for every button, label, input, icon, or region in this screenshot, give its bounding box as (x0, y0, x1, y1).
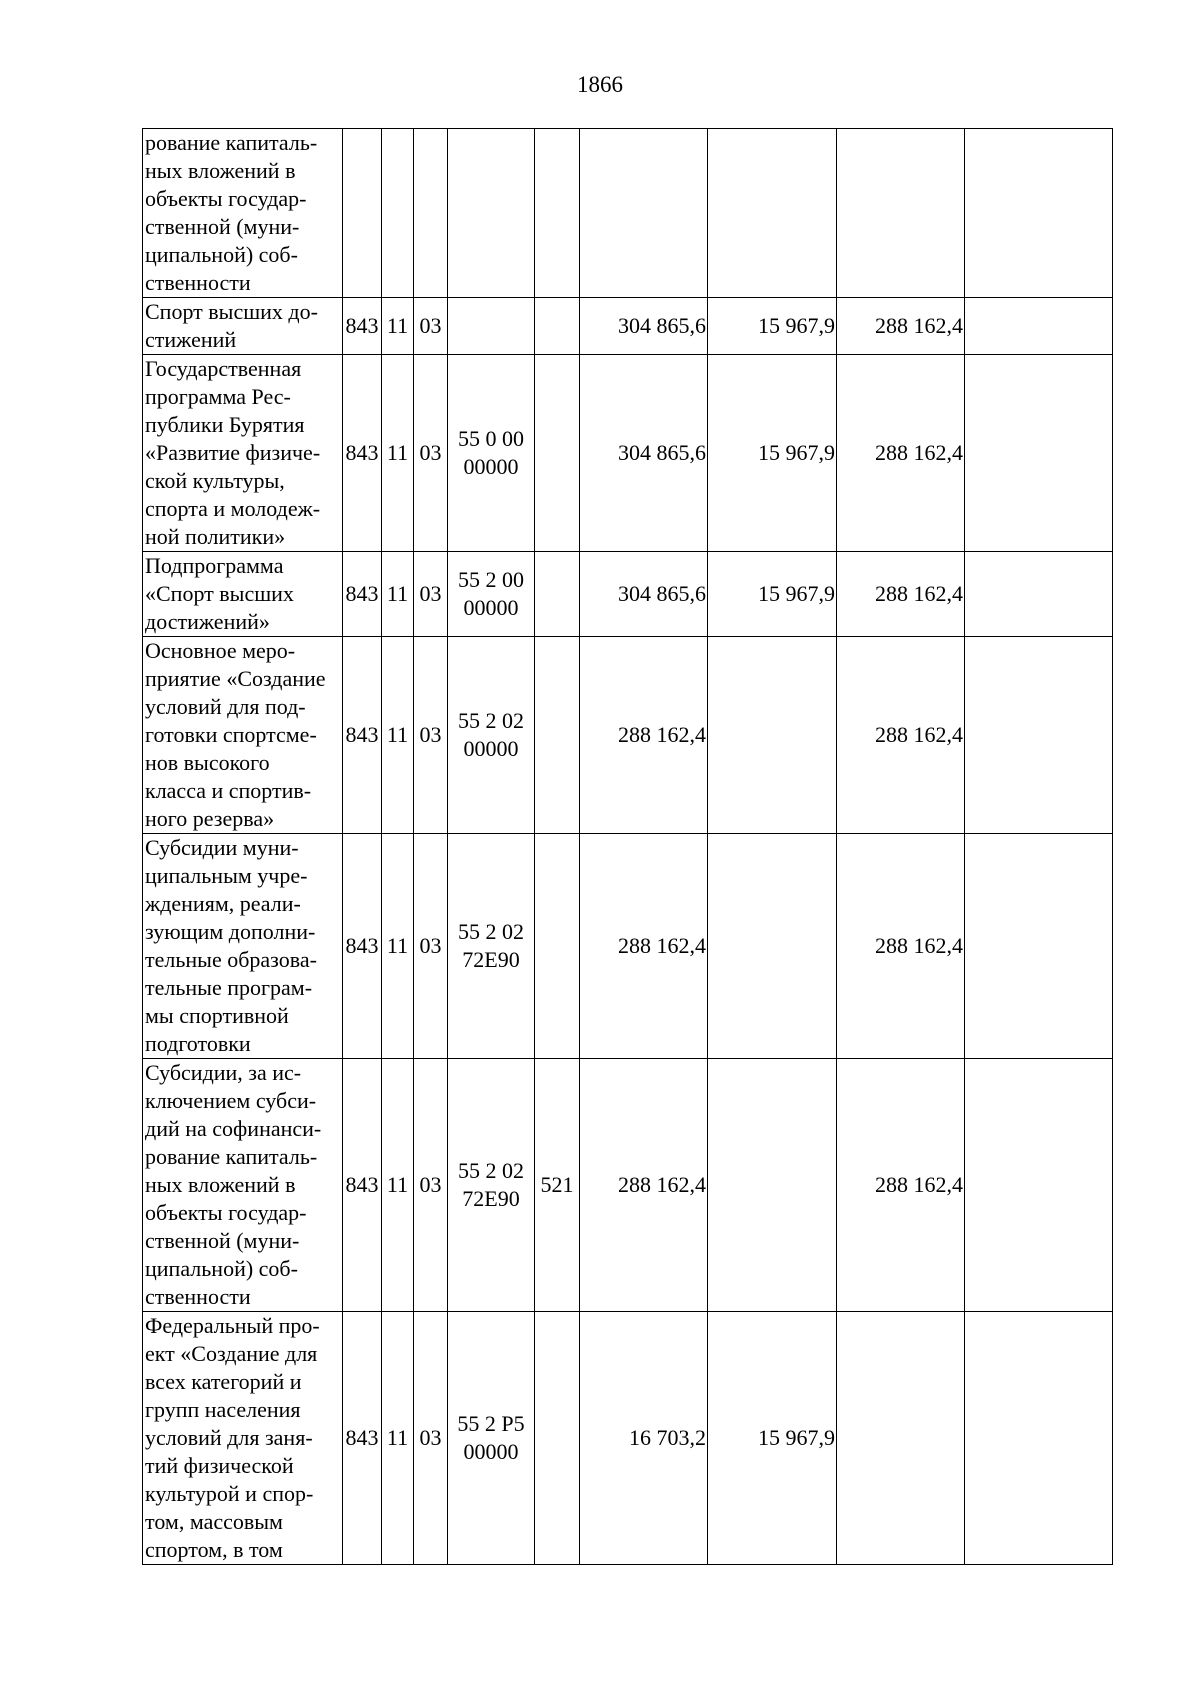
name-line: условий для заня- (145, 1425, 313, 1450)
cell-rz (382, 129, 414, 298)
cell-amount-2: 15 967,9 (708, 1312, 837, 1565)
name-line: ципальной) соб- (145, 242, 298, 267)
cell-amount-3: 288 162,4 (837, 834, 965, 1059)
cell-amount-3 (837, 1312, 965, 1565)
csr-line: 55 0 00 (458, 426, 524, 451)
cell-name (143, 129, 343, 298)
name-line: зующим дополни- (145, 919, 316, 944)
cell-pr (414, 129, 448, 298)
cell-amount-2 (708, 637, 837, 834)
name-line: ципальным учре- (145, 863, 308, 888)
cell-name (143, 834, 343, 1059)
cell-total: 304 865,6 (580, 552, 708, 637)
cell-gr: 843 (343, 1059, 382, 1312)
cell-name (143, 637, 343, 834)
cell-vr (535, 552, 580, 637)
name-line: ской культуры, (145, 468, 285, 493)
cell-gr: 843 (343, 834, 382, 1059)
name-line: дий на софинанси- (145, 1116, 322, 1141)
name-line: ного резерва» (145, 806, 275, 831)
name-line: готовки спортсме- (145, 722, 317, 747)
cell-csr (448, 129, 535, 298)
cell-vr (535, 637, 580, 834)
csr-line: 55 2 Р5 (457, 1411, 525, 1436)
cell-gr (343, 129, 382, 298)
cell-rz: 11 (382, 834, 414, 1059)
name-line: групп населения (145, 1397, 301, 1422)
cell-amount-3: 288 162,4 (837, 298, 965, 355)
name-line: «Развитие физиче- (145, 440, 321, 465)
cell-amount-3: 288 162,4 (837, 1059, 965, 1312)
name-line: Спорт высших до- (145, 299, 318, 324)
name-line: публики Бурятия (145, 412, 305, 437)
cell-pr: 03 (414, 552, 448, 637)
name-line: тельные образова- (145, 947, 317, 972)
name-line: ственной (муни- (145, 1228, 300, 1253)
name-line: ственной (муни- (145, 214, 300, 239)
cell-csr (448, 552, 535, 637)
name-line: рование капиталь- (145, 1144, 318, 1169)
name-line: Подпрограмма (145, 553, 284, 578)
csr-line: 00000 (463, 1439, 519, 1464)
table-row (143, 355, 1113, 552)
name-line: спортом, в том (145, 1537, 283, 1562)
cell-name (143, 1312, 343, 1565)
name-line: подготовки (145, 1031, 251, 1056)
name-line: Основное меро- (145, 638, 296, 663)
cell-vr (535, 834, 580, 1059)
cell-amount-4 (965, 1059, 1113, 1312)
cell-rz: 11 (382, 1059, 414, 1312)
cell-rz: 11 (382, 637, 414, 834)
cell-amount-4 (965, 1312, 1113, 1565)
cell-total: 288 162,4 (580, 1059, 708, 1312)
name-line: Субсидии муни- (145, 835, 299, 860)
cell-total: 304 865,6 (580, 355, 708, 552)
cell-amount-3: 288 162,4 (837, 552, 965, 637)
name-line: всех категорий и (145, 1369, 302, 1394)
cell-pr: 03 (414, 355, 448, 552)
cell-rz: 11 (382, 298, 414, 355)
name-line: объекты государ- (145, 186, 307, 211)
cell-total (580, 129, 708, 298)
cell-csr (448, 637, 535, 834)
table-body (143, 129, 1113, 1565)
name-line: объекты государ- (145, 1200, 307, 1225)
name-line: «Спорт высших (145, 581, 294, 606)
cell-csr (448, 834, 535, 1059)
table-row (143, 1059, 1113, 1312)
cell-amount-2 (708, 1059, 837, 1312)
cell-pr: 03 (414, 1312, 448, 1565)
cell-pr: 03 (414, 834, 448, 1059)
name-line: ных вложений в (145, 1172, 296, 1197)
cell-amount-4 (965, 298, 1113, 355)
cell-amount-2 (708, 834, 837, 1059)
csr-line: 00000 (463, 454, 519, 479)
csr-line: 55 2 02 (458, 919, 524, 944)
cell-amount-4 (965, 129, 1113, 298)
cell-vr (535, 129, 580, 298)
cell-rz: 11 (382, 552, 414, 637)
cell-name (143, 1059, 343, 1312)
cell-gr: 843 (343, 1312, 382, 1565)
csr-line: 72Е90 (462, 1186, 520, 1211)
csr-line: 55 2 00 (458, 567, 524, 592)
name-line: тий физической (145, 1453, 294, 1478)
csr-line: 00000 (463, 595, 519, 620)
name-line: Федеральный про- (145, 1313, 320, 1338)
cell-total: 288 162,4 (580, 637, 708, 834)
name-line: ждениям, реали- (145, 891, 301, 916)
csr-line: 55 2 02 (458, 1158, 524, 1183)
cell-vr (535, 298, 580, 355)
csr-line: 55 2 02 (458, 708, 524, 733)
cell-csr (448, 355, 535, 552)
cell-name (143, 355, 343, 552)
table-row (143, 552, 1113, 637)
cell-amount-4 (965, 355, 1113, 552)
cell-rz: 11 (382, 355, 414, 552)
table-row (143, 298, 1113, 355)
name-line: Субсидии, за ис- (145, 1060, 302, 1085)
cell-gr: 843 (343, 355, 382, 552)
cell-amount-3 (837, 129, 965, 298)
cell-amount-4 (965, 834, 1113, 1059)
csr-line: 72Е90 (462, 947, 520, 972)
name-line: том, массовым (145, 1509, 283, 1534)
cell-amount-4 (965, 637, 1113, 834)
name-line: спорта и молодеж- (145, 496, 321, 521)
cell-amount-2: 15 967,9 (708, 298, 837, 355)
cell-pr: 03 (414, 1059, 448, 1312)
cell-amount-3: 288 162,4 (837, 637, 965, 834)
cell-gr: 843 (343, 637, 382, 834)
name-line: ной политики» (145, 524, 286, 549)
name-line: нов высокого (145, 750, 270, 775)
cell-rz: 11 (382, 1312, 414, 1565)
name-line: ключением субси- (145, 1088, 317, 1113)
table-row (143, 1312, 1113, 1565)
name-line: стижений (145, 327, 237, 352)
name-line: достижений» (145, 609, 270, 634)
cell-amount-2: 15 967,9 (708, 552, 837, 637)
cell-vr (535, 1312, 580, 1565)
cell-csr (448, 1059, 535, 1312)
name-line: Государственная (145, 356, 302, 381)
table-row (143, 834, 1113, 1059)
cell-total: 304 865,6 (580, 298, 708, 355)
name-line: культурой и спор- (145, 1481, 314, 1506)
cell-name (143, 298, 343, 355)
name-line: приятие «Создание (145, 666, 326, 691)
budget-table (142, 128, 1113, 1565)
cell-gr: 843 (343, 552, 382, 637)
name-line: мы спортивной (145, 1003, 289, 1028)
name-line: тельные програм- (145, 975, 313, 1000)
cell-amount-3: 288 162,4 (837, 355, 965, 552)
csr-line: 00000 (463, 736, 519, 761)
name-line: программа Рес- (145, 384, 291, 409)
cell-csr (448, 298, 535, 355)
cell-vr (535, 355, 580, 552)
cell-vr: 521 (535, 1059, 580, 1312)
cell-total: 16 703,2 (580, 1312, 708, 1565)
name-line: рование капиталь- (145, 130, 318, 155)
name-line: ных вложений в (145, 158, 296, 183)
name-line: ственности (145, 1284, 251, 1309)
page-number: 1866 (577, 72, 623, 97)
table-row (143, 129, 1113, 298)
name-line: ципальной) соб- (145, 1256, 298, 1281)
cell-total: 288 162,4 (580, 834, 708, 1059)
cell-amount-2 (708, 129, 837, 298)
cell-gr: 843 (343, 298, 382, 355)
cell-amount-4 (965, 552, 1113, 637)
cell-pr: 03 (414, 298, 448, 355)
cell-amount-2: 15 967,9 (708, 355, 837, 552)
table-row (143, 637, 1113, 834)
cell-csr (448, 1312, 535, 1565)
cell-name (143, 552, 343, 637)
name-line: условий для под- (145, 694, 306, 719)
cell-pr: 03 (414, 637, 448, 834)
name-line: ект «Создание для (145, 1341, 318, 1366)
name-line: класса и спортив- (145, 778, 312, 803)
name-line: ственности (145, 270, 251, 295)
